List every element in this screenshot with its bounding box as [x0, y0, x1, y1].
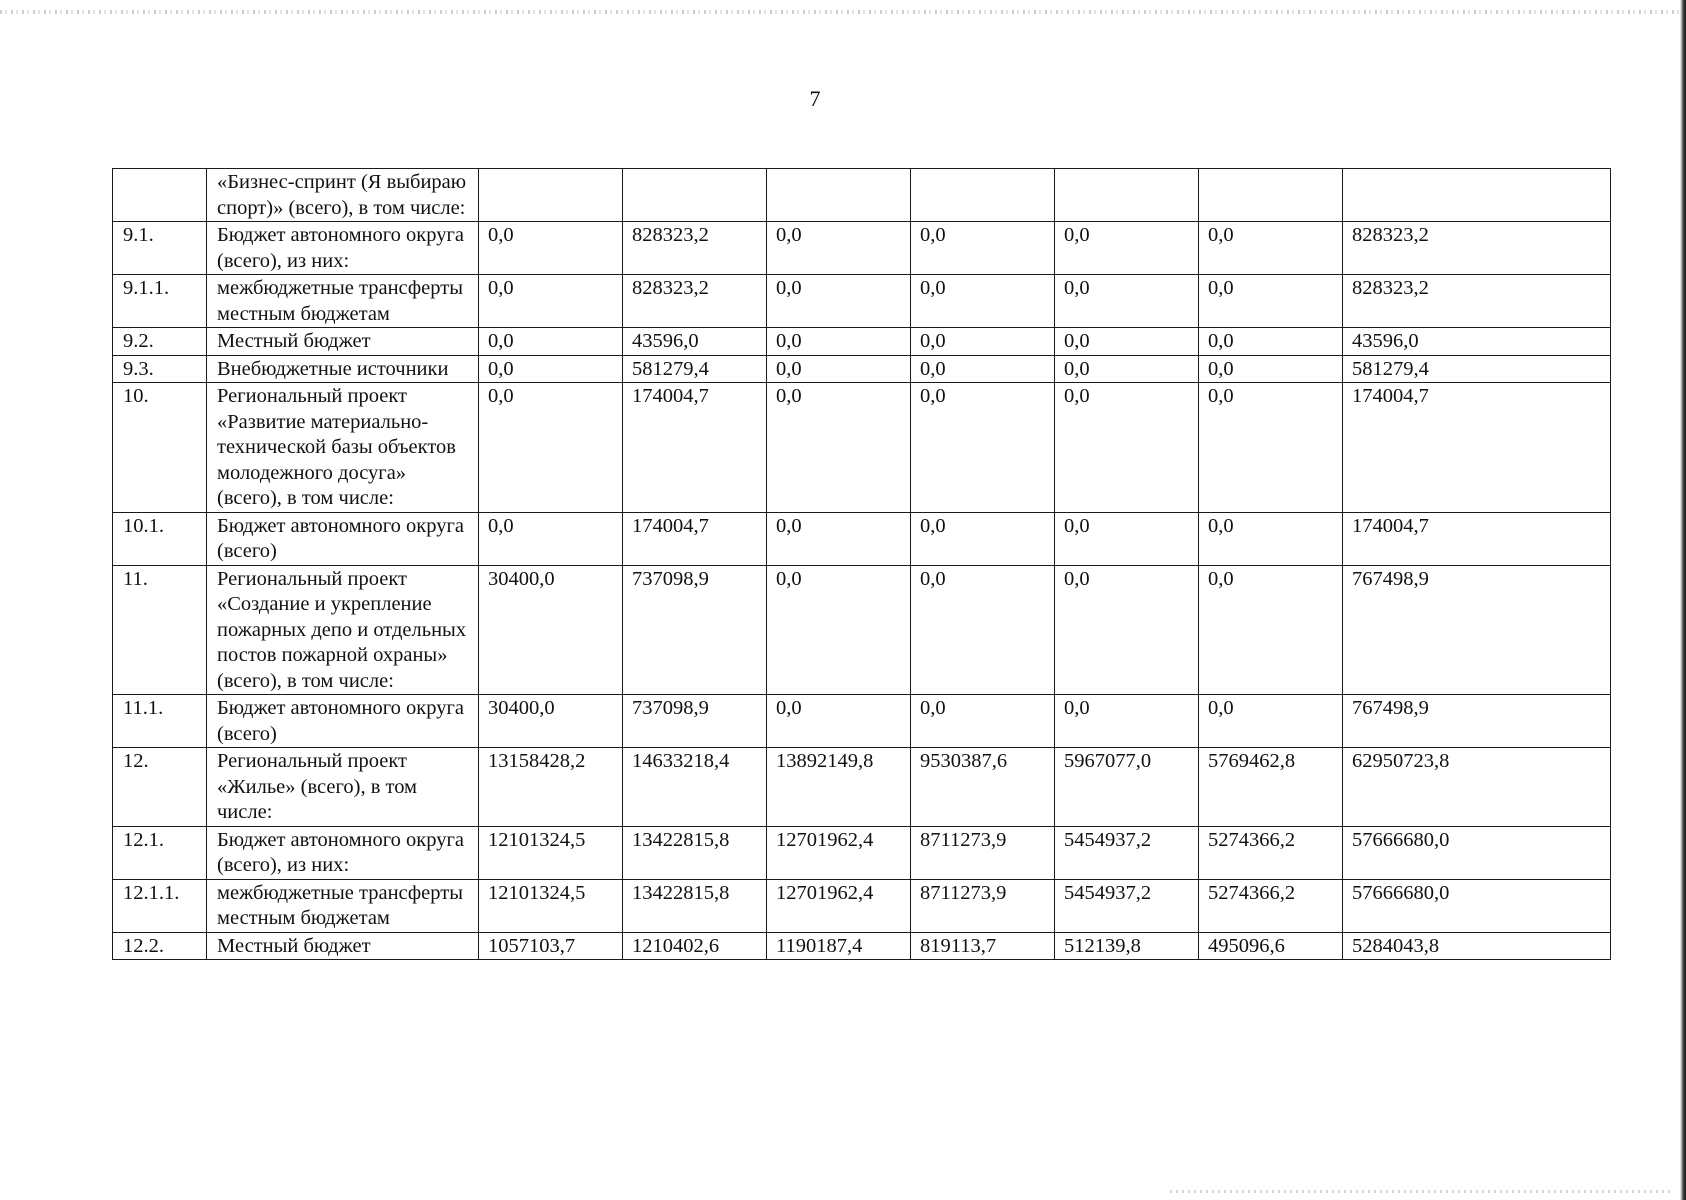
value-col-3-cell: 0,0 — [767, 222, 911, 275]
value-col-3-cell: 0,0 — [767, 275, 911, 328]
value-col-4-cell: 0,0 — [911, 355, 1055, 383]
budget-table — [112, 168, 1611, 960]
value-col-1-cell: 0,0 — [479, 512, 623, 565]
value-col-6-cell: 5274366,2 — [1199, 879, 1343, 932]
row-description-cell: Региональный проект «Развитие материально-технической базы объектов молодежного досуга» (всего), в том числе: — [207, 383, 479, 513]
value-col-2-cell: 13422815,8 — [623, 879, 767, 932]
value-col-1-cell: 30400,0 — [479, 565, 623, 695]
row-id-cell: 11. — [113, 565, 207, 695]
value-col-6-cell: 5274366,2 — [1199, 826, 1343, 879]
row-id-cell: 12.1. — [113, 826, 207, 879]
value-total-cell: 767498,9 — [1343, 565, 1611, 695]
row-description-cell: межбюджетные трансферты местным бюджетам — [207, 879, 479, 932]
row-description-cell: межбюджетные трансферты местным бюджетам — [207, 275, 479, 328]
value-col-5-cell: 5454937,2 — [1055, 879, 1199, 932]
value-col-2-cell: 174004,7 — [623, 512, 767, 565]
table-row — [113, 565, 1611, 695]
value-col-2-cell: 13422815,8 — [623, 826, 767, 879]
row-id-cell: 12.1.1. — [113, 879, 207, 932]
value-col-2-cell: 737098,9 — [623, 695, 767, 748]
value-total-cell — [1343, 169, 1611, 222]
row-description-cell: Бюджет автономного округа (всего), из них: — [207, 826, 479, 879]
row-id-cell: 9.3. — [113, 355, 207, 383]
value-col-4-cell: 0,0 — [911, 383, 1055, 513]
value-col-3-cell: 12701962,4 — [767, 879, 911, 932]
value-col-1-cell: 1057103,7 — [479, 932, 623, 960]
row-id-cell: 10.1. — [113, 512, 207, 565]
value-col-1-cell: 0,0 — [479, 383, 623, 513]
value-col-6-cell: 0,0 — [1199, 222, 1343, 275]
row-description-cell: Бюджет автономного округа (всего), из них: — [207, 222, 479, 275]
value-col-1-cell: 0,0 — [479, 328, 623, 356]
value-col-5-cell: 0,0 — [1055, 222, 1199, 275]
value-col-2-cell: 737098,9 — [623, 565, 767, 695]
value-col-2-cell: 174004,7 — [623, 383, 767, 513]
table-body — [113, 169, 1611, 960]
table-row — [113, 383, 1611, 513]
value-col-1-cell: 0,0 — [479, 355, 623, 383]
row-description-cell: Бюджет автономного округа (всего) — [207, 695, 479, 748]
table-row — [113, 826, 1611, 879]
row-description-cell: Местный бюджет — [207, 328, 479, 356]
value-col-1-cell: 30400,0 — [479, 695, 623, 748]
table-row — [113, 355, 1611, 383]
value-col-6-cell: 0,0 — [1199, 512, 1343, 565]
value-col-1-cell: 12101324,5 — [479, 826, 623, 879]
value-col-2-cell: 43596,0 — [623, 328, 767, 356]
row-id-cell: 12.2. — [113, 932, 207, 960]
value-col-6-cell: 0,0 — [1199, 328, 1343, 356]
value-col-6-cell: 5769462,8 — [1199, 748, 1343, 827]
value-col-3-cell: 0,0 — [767, 355, 911, 383]
table-row — [113, 879, 1611, 932]
value-col-1-cell — [479, 169, 623, 222]
value-col-4-cell: 8711273,9 — [911, 879, 1055, 932]
value-col-5-cell: 0,0 — [1055, 355, 1199, 383]
value-col-1-cell: 0,0 — [479, 275, 623, 328]
value-col-6-cell — [1199, 169, 1343, 222]
value-col-3-cell: 13892149,8 — [767, 748, 911, 827]
row-id-cell: 9.2. — [113, 328, 207, 356]
row-description-cell: Внебюджетные источники — [207, 355, 479, 383]
value-col-6-cell: 495096,6 — [1199, 932, 1343, 960]
value-col-5-cell — [1055, 169, 1199, 222]
page-number: 7 — [809, 86, 821, 111]
table-row — [113, 275, 1611, 328]
value-col-4-cell: 0,0 — [911, 565, 1055, 695]
scan-edge-top — [0, 10, 1686, 14]
value-total-cell: 581279,4 — [1343, 355, 1611, 383]
value-col-6-cell: 0,0 — [1199, 355, 1343, 383]
value-col-4-cell: 0,0 — [911, 695, 1055, 748]
table-row — [113, 748, 1611, 827]
value-total-cell: 57666680,0 — [1343, 826, 1611, 879]
value-col-5-cell: 512139,8 — [1055, 932, 1199, 960]
value-col-2-cell: 14633218,4 — [623, 748, 767, 827]
row-description-cell: «Бизнес-спринт (Я выбираю спорт)» (всего), в том числе: — [207, 169, 479, 222]
value-col-1-cell: 13158428,2 — [479, 748, 623, 827]
value-col-5-cell: 0,0 — [1055, 383, 1199, 513]
row-description-cell: Бюджет автономного округа (всего) — [207, 512, 479, 565]
value-col-2-cell — [623, 169, 767, 222]
table-row — [113, 328, 1611, 356]
value-col-3-cell: 0,0 — [767, 383, 911, 513]
table-row — [113, 169, 1611, 222]
value-col-2-cell: 828323,2 — [623, 275, 767, 328]
value-col-2-cell: 581279,4 — [623, 355, 767, 383]
table-row — [113, 222, 1611, 275]
row-description-cell: Региональный проект «Создание и укрепление пожарных депо и отдельных постов пожарной охраны» (всего), в том числе: — [207, 565, 479, 695]
value-total-cell: 57666680,0 — [1343, 879, 1611, 932]
row-id-cell: 9.1. — [113, 222, 207, 275]
value-col-2-cell: 828323,2 — [623, 222, 767, 275]
row-id-cell: 12. — [113, 748, 207, 827]
value-col-3-cell: 12701962,4 — [767, 826, 911, 879]
scan-edge-right — [1680, 0, 1686, 1200]
row-id-cell: 10. — [113, 383, 207, 513]
value-total-cell: 767498,9 — [1343, 695, 1611, 748]
value-col-6-cell: 0,0 — [1199, 565, 1343, 695]
value-col-4-cell: 0,0 — [911, 222, 1055, 275]
value-col-3-cell: 1190187,4 — [767, 932, 911, 960]
row-id-cell — [113, 169, 207, 222]
row-id-cell: 9.1.1. — [113, 275, 207, 328]
value-col-3-cell: 0,0 — [767, 328, 911, 356]
value-col-5-cell: 0,0 — [1055, 565, 1199, 695]
row-description-cell: Местный бюджет — [207, 932, 479, 960]
value-total-cell: 5284043,8 — [1343, 932, 1611, 960]
value-total-cell: 828323,2 — [1343, 275, 1611, 328]
value-total-cell: 62950723,8 — [1343, 748, 1611, 827]
table-row — [113, 512, 1611, 565]
table-row — [113, 695, 1611, 748]
value-col-6-cell: 0,0 — [1199, 695, 1343, 748]
value-col-3-cell — [767, 169, 911, 222]
value-col-5-cell: 5454937,2 — [1055, 826, 1199, 879]
value-col-3-cell: 0,0 — [767, 565, 911, 695]
value-col-1-cell: 0,0 — [479, 222, 623, 275]
value-total-cell: 43596,0 — [1343, 328, 1611, 356]
value-col-4-cell: 819113,7 — [911, 932, 1055, 960]
value-col-2-cell: 1210402,6 — [623, 932, 767, 960]
value-col-4-cell: 0,0 — [911, 512, 1055, 565]
value-total-cell: 828323,2 — [1343, 222, 1611, 275]
row-description-cell: Региональный проект «Жилье» (всего), в том числе: — [207, 748, 479, 827]
value-col-4-cell: 0,0 — [911, 328, 1055, 356]
row-id-cell: 11.1. — [113, 695, 207, 748]
scan-edge-bottom — [1170, 1190, 1670, 1193]
value-col-5-cell: 0,0 — [1055, 328, 1199, 356]
value-col-1-cell: 12101324,5 — [479, 879, 623, 932]
value-col-6-cell: 0,0 — [1199, 275, 1343, 328]
value-col-5-cell: 0,0 — [1055, 275, 1199, 328]
value-col-4-cell — [911, 169, 1055, 222]
value-total-cell: 174004,7 — [1343, 383, 1611, 513]
value-col-3-cell: 0,0 — [767, 695, 911, 748]
value-col-5-cell: 0,0 — [1055, 695, 1199, 748]
value-total-cell: 174004,7 — [1343, 512, 1611, 565]
value-col-4-cell: 9530387,6 — [911, 748, 1055, 827]
table-row — [113, 932, 1611, 960]
value-col-5-cell: 0,0 — [1055, 512, 1199, 565]
value-col-4-cell: 0,0 — [911, 275, 1055, 328]
value-col-6-cell: 0,0 — [1199, 383, 1343, 513]
value-col-3-cell: 0,0 — [767, 512, 911, 565]
value-col-4-cell: 8711273,9 — [911, 826, 1055, 879]
value-col-5-cell: 5967077,0 — [1055, 748, 1199, 827]
